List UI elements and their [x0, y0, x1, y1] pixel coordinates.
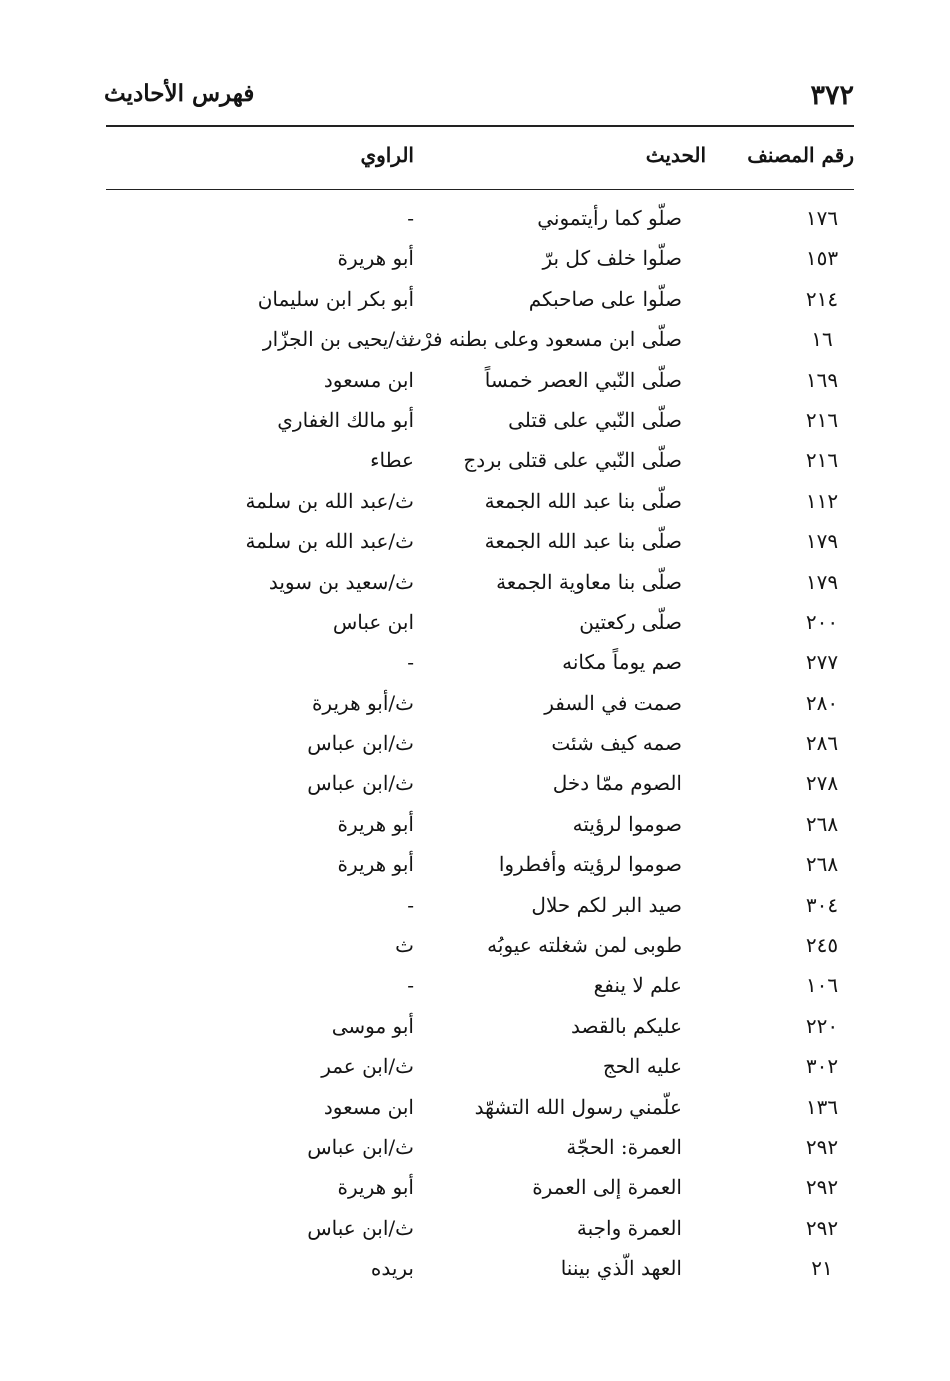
- row-narrator: ابن مسعود: [323, 1094, 414, 1119]
- row-number: ٣٠٤: [805, 892, 839, 917]
- row-number: ١٧٩: [805, 529, 839, 554]
- row-number: ٢٦٨: [805, 811, 839, 836]
- row-narrator: ث: [395, 933, 414, 958]
- row-narrator: ث/ابن عمر: [321, 1054, 414, 1079]
- row-number: ٢١٤: [805, 286, 839, 311]
- row-narrator: ث/ابن عباس: [307, 1215, 414, 1240]
- index-row: [106, 966, 854, 1006]
- row-hadith: صلّو كما رأيتموني: [537, 206, 682, 230]
- index-row: [106, 401, 854, 441]
- row-hadith: صلّى النّبي العصر خمساً: [484, 367, 682, 392]
- column-header-narrator: الراوي: [360, 143, 414, 167]
- row-number: ١٠٦: [805, 973, 839, 998]
- row-narrator: أبو هريرة: [337, 246, 414, 271]
- row-number: ١٦: [811, 327, 833, 352]
- row-narrator: ث/ابن عباس: [307, 771, 414, 796]
- index-row: [106, 805, 854, 845]
- row-number: ١٦٩: [805, 367, 839, 392]
- row-narrator: ابن مسعود: [323, 367, 414, 392]
- index-row: [106, 845, 854, 885]
- row-hadith: صلّى النّبي على قتلى: [508, 407, 682, 432]
- row-hadith: صمت في السفر: [544, 690, 682, 715]
- index-row: [106, 764, 854, 804]
- index-row: [106, 1209, 854, 1249]
- row-hadith: صلّوا خلف كل برّ: [542, 246, 682, 271]
- row-hadith: الصوم ممّا دخل: [552, 771, 682, 796]
- row-hadith: صلّى ركعتين: [579, 609, 682, 634]
- row-narrator: عطاء: [370, 448, 414, 473]
- column-header-number: رقم المصنف: [747, 143, 854, 167]
- index-row: [106, 563, 854, 603]
- index-row: [106, 1128, 854, 1168]
- row-hadith: صلّى بنا معاوية الجمعة: [496, 569, 682, 594]
- row-number: ٢٩٢: [805, 1215, 839, 1240]
- row-narrator: أبو موسى: [331, 1013, 414, 1038]
- row-number: ٢٦٨: [805, 852, 839, 877]
- index-row: [106, 684, 854, 724]
- index-row: [106, 482, 854, 522]
- row-hadith: صلّى بنا عبد الله الجمعة: [484, 488, 682, 513]
- row-number: ٢٩٢: [805, 1175, 839, 1200]
- row-narrator: ث/يحيى بن الجزّار: [262, 327, 414, 352]
- index-row: [106, 1168, 854, 1208]
- row-number: ٢٩٢: [805, 1134, 839, 1159]
- index-row: [106, 199, 854, 239]
- row-narrator: أبو هريرة: [337, 1175, 414, 1200]
- row-hadith: العمرة واجبة: [576, 1215, 682, 1240]
- index-row: [106, 320, 854, 360]
- index-row: [106, 441, 854, 481]
- row-number: ٢٤٥: [805, 933, 839, 958]
- row-number: ٢٨٠: [805, 690, 839, 715]
- row-narrator: -: [407, 892, 414, 917]
- index-row: [106, 1249, 854, 1289]
- row-narrator: ث/سعيد بن سويد: [268, 569, 414, 594]
- row-narrator: -: [407, 650, 414, 675]
- row-number: ١٣٦: [805, 1094, 839, 1119]
- row-narrator: ث/ابن عباس: [307, 1134, 414, 1159]
- index-row: [106, 1088, 854, 1128]
- index-row: [106, 522, 854, 562]
- row-hadith: العمرة: الحجّة: [566, 1134, 682, 1159]
- index-row: [106, 926, 854, 966]
- row-hadith: عليه الحج: [602, 1054, 682, 1079]
- row-narrator: أبو بكر ابن سليمان: [257, 286, 414, 311]
- row-hadith: عليكم بالقصد: [570, 1013, 682, 1038]
- row-narrator: -: [407, 973, 414, 998]
- row-number: ٢٢٠: [805, 1013, 839, 1038]
- row-narrator: أبو مالك الغفاري: [277, 407, 414, 432]
- index-row: [106, 603, 854, 643]
- row-narrator: ث/ابن عباس: [307, 731, 414, 756]
- row-hadith: صوموا لرؤيته وأفطروا: [498, 852, 682, 877]
- row-hadith: علم لا ينفع: [593, 973, 682, 998]
- row-narrator: أبو هريرة: [337, 852, 414, 877]
- index-row: [106, 239, 854, 279]
- row-number: ١٧٦: [805, 206, 839, 230]
- index-row: [106, 886, 854, 926]
- row-narrator: ث/عبد الله بن سلمة: [245, 488, 414, 513]
- index-row: [106, 280, 854, 320]
- row-narrator: ث/عبد الله بن سلمة: [245, 529, 414, 554]
- page-number: ٣٧٢: [810, 80, 854, 111]
- column-header-hadith: الحديث: [645, 143, 706, 167]
- row-hadith: العمرة إلى العمرة: [532, 1175, 682, 1200]
- row-hadith: العهد الّذي بيننا: [560, 1256, 682, 1281]
- row-number: ١٥٣: [805, 246, 839, 271]
- row-number: ٢٧٨: [805, 771, 839, 796]
- row-narrator: بريده: [370, 1256, 414, 1281]
- index-row: [106, 643, 854, 683]
- running-title: فهرس الأحاديث: [104, 80, 255, 107]
- row-number: ٢٠٠: [805, 609, 839, 634]
- row-hadith: صلّى ابن مسعود وعلى بطنه فرْث: [403, 327, 682, 352]
- row-hadith: علّمني رسول الله التشهّد: [474, 1094, 682, 1119]
- row-number: ١١٢: [805, 488, 839, 513]
- row-narrator: ث/أبو هريرة: [311, 690, 414, 715]
- index-rows: [106, 199, 854, 1290]
- row-narrator: أبو هريرة: [337, 811, 414, 836]
- row-number: ٢٨٦: [805, 731, 839, 756]
- row-number: ٢١٦: [805, 448, 839, 473]
- row-hadith: صمه كيف شئت: [551, 731, 682, 756]
- row-number: ٢١: [811, 1256, 833, 1281]
- column-header-row: [106, 143, 854, 183]
- row-number: ٢٧٧: [805, 650, 839, 675]
- row-hadith: صوموا لرؤيته: [572, 811, 682, 836]
- row-hadith: طوبى لمن شغلته عيوبُه: [487, 933, 682, 958]
- row-narrator: -: [407, 206, 414, 230]
- index-row: [106, 1007, 854, 1047]
- row-hadith: صلّى النّبي على قتلى بردج: [463, 448, 682, 473]
- index-row: [106, 1047, 854, 1087]
- row-number: ٢١٦: [805, 407, 839, 432]
- row-hadith: صلّوا على صاحبكم: [528, 286, 682, 311]
- index-row: [106, 724, 854, 764]
- row-hadith: صيد البر لكم حلال: [531, 892, 682, 917]
- row-number: ١٧٩: [805, 569, 839, 594]
- row-narrator: ابن عباس: [332, 609, 414, 634]
- running-head: [104, 78, 854, 122]
- header-rule: [106, 125, 854, 127]
- row-hadith: صلّى بنا عبد الله الجمعة: [484, 529, 682, 554]
- row-number: ٣٠٢: [805, 1054, 839, 1079]
- column-header-rule: [106, 189, 854, 190]
- index-row: [106, 361, 854, 401]
- row-hadith: صم يوماً مكانه: [562, 650, 682, 675]
